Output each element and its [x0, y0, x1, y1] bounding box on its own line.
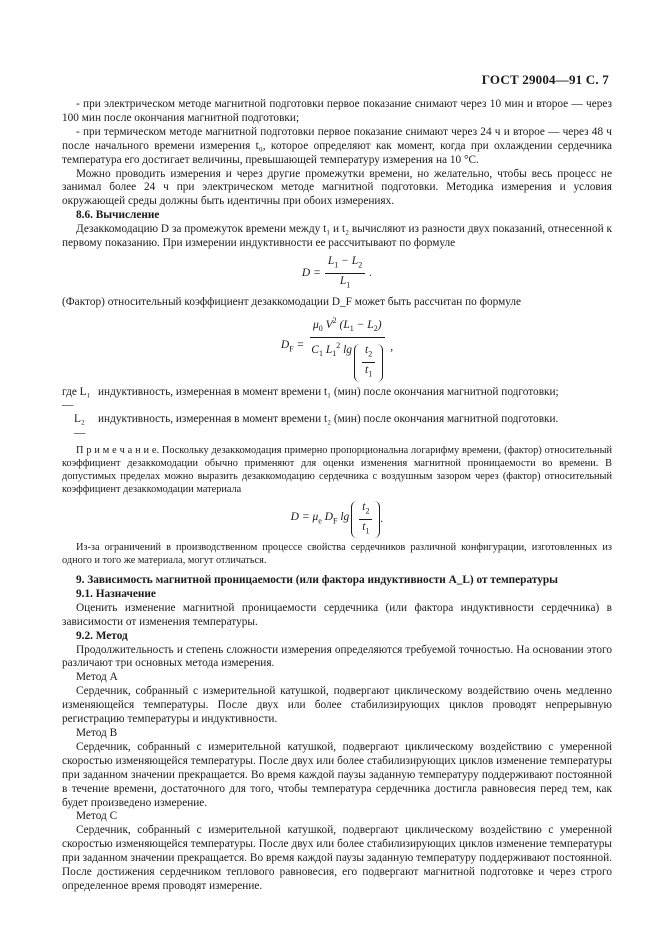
- paragraph-thermal-method: - при термическом методе магнитной подготовки первое показание снимают через 24 ч и второе — через 48 ч после начального времени измерения t₀, которое определяют как момент, когда при охлаждении сердечника температура его достигает величины, превышающей температуру измерения на 10 °С.: [62, 125, 612, 166]
- method-a-title: Метод А: [76, 671, 118, 684]
- page-header: ГОСТ 29004—91 С. 7: [481, 72, 609, 87]
- definition-l1: [62, 386, 612, 414]
- definition-l2-text: индуктивность, измеренная в момент времени t₂ (мин) после окончания магнитной подготовки.: [98, 413, 559, 426]
- method-b-title: Метод В: [76, 726, 118, 739]
- formula-d-material: $D = \mu_e$ $D_F$ lg $\frac{t_2}{t_1}$ .: [62, 501, 612, 538]
- paragraph-disaccommodation: Дезаккомодацию D за промежуток времени между t₁ и t₂ вычисляют из разности двух показаний, отнесенной к первому показанию. При измерении индуктивности ее рассчитывают по формуле: [62, 223, 612, 250]
- definition-l2-label: L₂ —: [74, 413, 86, 440]
- paragraph-methods: Продолжительность и степень сложности измерения определяются требуемой точностью. На основании этого различают три основных метода измерения.: [62, 643, 612, 670]
- definition-l1-label: где L₁ —: [62, 385, 91, 412]
- formula-d: D = $\frac{L_1 - L_2}{L_1}$ .: [301, 254, 373, 290]
- method-b-text: Сердечник, собранный с измерительной катушкой, подвергают циклическому воздействию с умеренной скоростью изменяющейся температуры. После двух или более стабилизирующих циклов изменение температуры при заданном значении прекращается. Во время каждой паузы заданную температуру поддерживают постоянной в течение времени, достаточного для того, чтобы температура сердечника достигла равновесия перед тем, как будет произведено измерение.: [62, 740, 612, 809]
- method-c-title: Метод С: [76, 810, 118, 823]
- section-heading-9-2: 9.2. Метод: [76, 629, 128, 642]
- document-body: [62, 98, 612, 894]
- formula-df: $D_F$ = $\mu_0$ $V^2$ $(L_1 - L_2)$ $C_1$ $L_1^2$ lg $\frac{t_2}{t_1}$ ,: [62, 314, 612, 381]
- method-c-text: Сердечник, собранный с измерительной катушкой, подвергают циклическому воздействию с умеренной скоростью изменяющейся температуры. После двух или более стабилизирующих циклов изменение температуры при заданном значении прекращается. Во время каждой паузы заданную температуру поддерживают постоянной. После достижения сердечником теплового равновесия, его подвергают магнитной подготовке и через строго определенное время проводят измерение.: [62, 824, 612, 892]
- note: П р и м е ч а н и е. Поскольку дезаккомодация примерно пропорциональна логарифму времени, (фактор) относительный коэффициент дезаккомодации обычно применяют для оценки изменения магнитной проницаемости во времени. В допустимых пределах можно выразить дезаккомодацию сердечника с воздушным зазором через (фактор) относительный коэффициент дезаккомодации материала: [62, 445, 612, 495]
- section-heading-8-6: 8.6. Вычисление: [76, 209, 160, 222]
- method-a-text: Сердечник, собранный с измерительной катушкой, подвергают циклическому воздействию очень медленно изменяющейся температуры. После двух или более стабилизирующих циклов проводят непрерывную регистрацию температуры и индуктивности.: [62, 685, 612, 726]
- paragraph-limitations: Из-за ограничений в производственном процессе свойства сердечников различной конфигурации, изготовленных из одного и того же материала, могут отличаться.: [62, 542, 612, 567]
- paragraph-other-intervals: Можно проводить измерения и через другие промежутки времени, но желательно, чтобы весь процесс не занимал более 24 ч при электрическом методе магнитной подготовки. Методика измерения и условия окружающей среды должны быть идентичны при обоих измерениях.: [62, 167, 612, 208]
- section-heading-9-1: 9.1. Назначение: [76, 587, 156, 600]
- paragraph-purpose: Оценить изменение магнитной проницаемости сердечника (или фактора индуктивности сердечника) в зависимости от изменения температуры.: [62, 601, 612, 628]
- paragraph-electric-method: - при электрическом методе магнитной подготовки первое показание снимают через 10 мин и второе — через 100 мин после окончания магнитной подготовки;: [62, 98, 612, 124]
- paragraph-factor: (Фактор) относительный коэффициент дезаккомодации D_F может быть рассчитан по формуле: [62, 296, 522, 309]
- definition-l1-text: индуктивность, измеренная в момент времени t₁ (мин) после окончания магнитной подготовки;: [98, 385, 559, 398]
- section-heading-9: 9. Зависимость магнитной проницаемости (или фактора индуктивности A_L) от температуры: [76, 574, 558, 587]
- definition-l2: [62, 413, 612, 441]
